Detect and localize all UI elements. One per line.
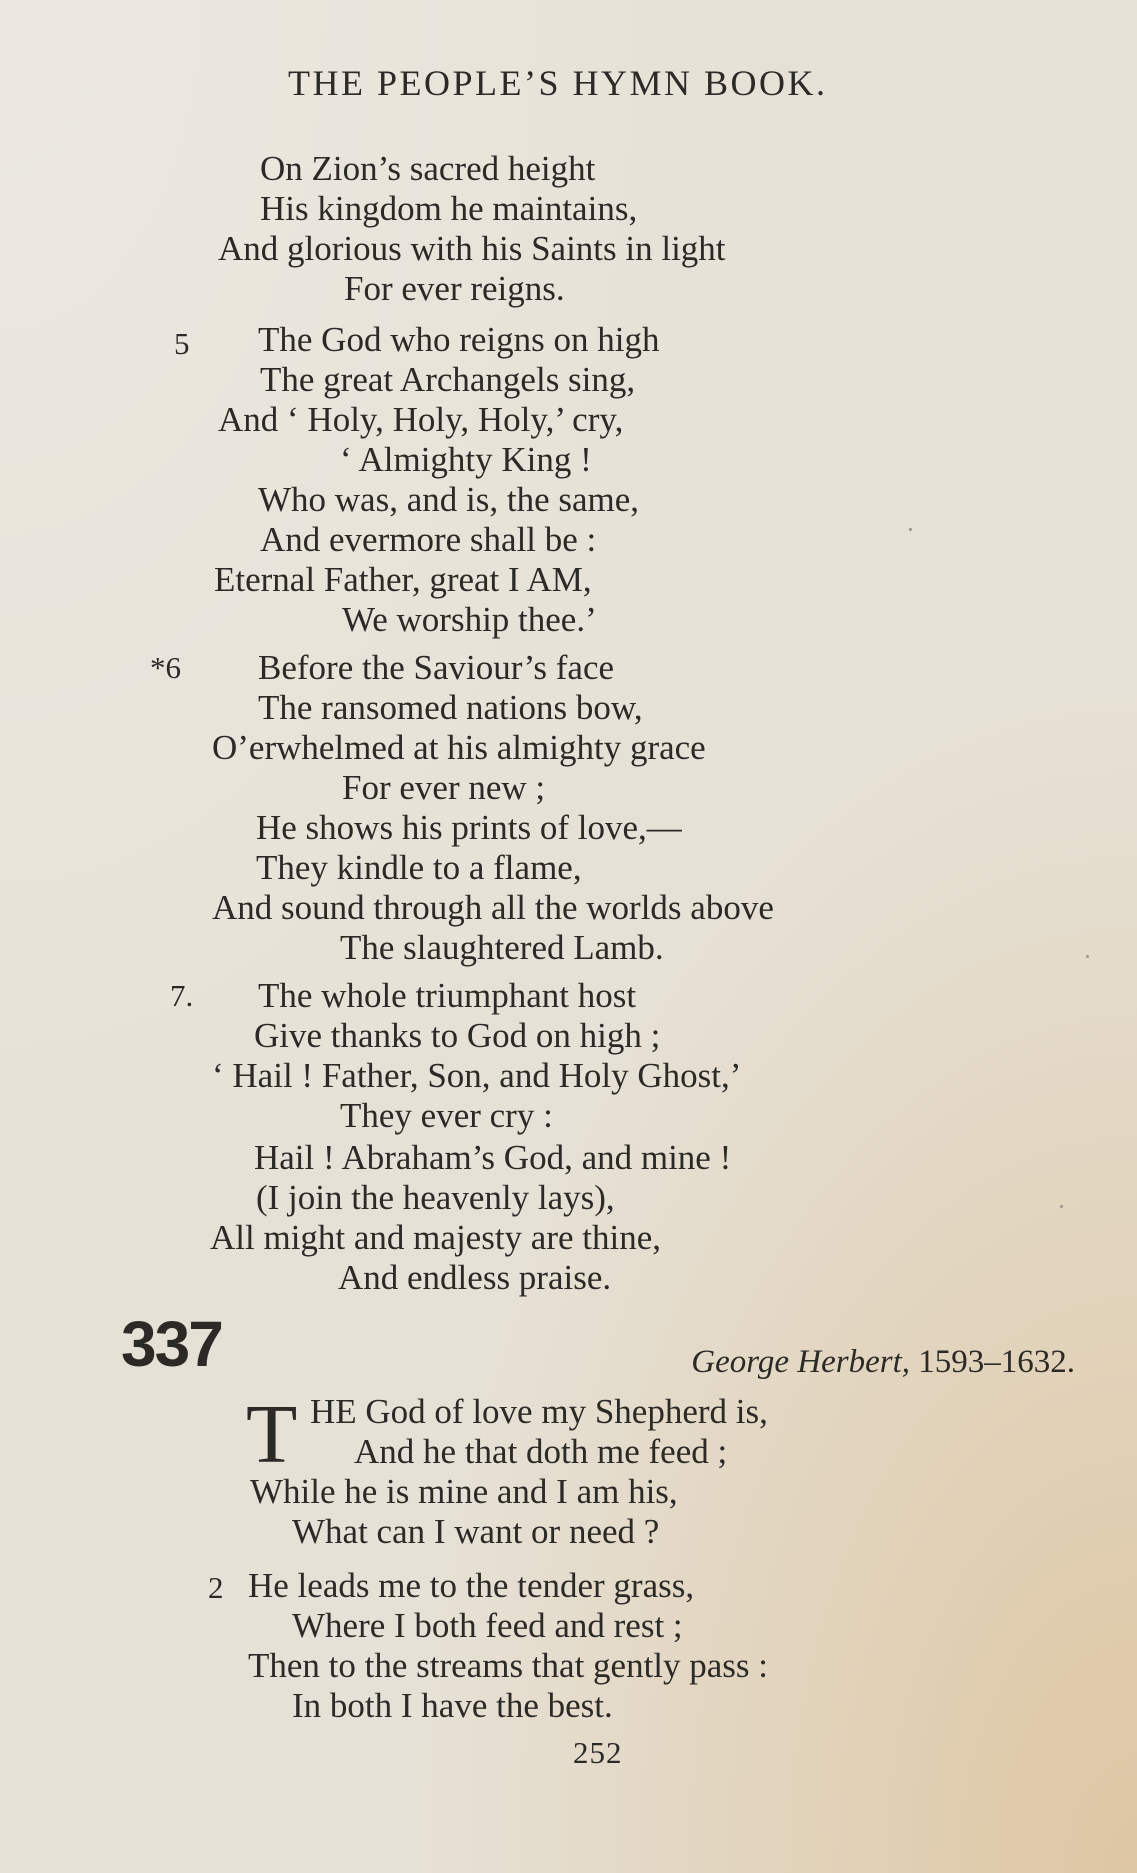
- verse-line: And glorious with his Saints in light: [218, 229, 726, 268]
- verse-line: Before the Saviour’s face: [258, 648, 615, 687]
- hymn-author: [691, 1344, 1075, 1381]
- verse-line: What can I want or need ?: [292, 1512, 660, 1551]
- verse-line: Hail ! Abraham’s God, and mine !: [254, 1138, 732, 1177]
- verse-line: The whole triumphant host: [258, 976, 637, 1015]
- verse-line: They ever cry :: [340, 1096, 553, 1135]
- verse-line: The great Archangels sing,: [260, 360, 636, 399]
- verse-line: Who was, and is, the same,: [258, 480, 640, 519]
- verse-line: And sound through all the worlds above: [212, 888, 774, 927]
- stanza-number: *6: [150, 650, 181, 685]
- verse-line: He leads me to the tender grass,: [248, 1566, 695, 1605]
- stanza-number: 7.: [170, 978, 194, 1013]
- verse-line: O’erwhelmed at his almighty grace: [212, 728, 706, 767]
- verse-line: Then to the streams that gently pass :: [248, 1646, 769, 1685]
- verse-line: On Zion’s sacred height: [260, 149, 596, 188]
- verse-line: And endless praise.: [338, 1258, 612, 1297]
- paper-speck: [1060, 1205, 1063, 1208]
- drop-cap: T: [246, 1388, 298, 1481]
- verse-line: They kindle to a flame,: [256, 848, 582, 887]
- verse-line: In both I have the best.: [292, 1686, 613, 1725]
- verse-line: ‘ Hail ! Father, Son, and Holy Ghost,’: [212, 1056, 742, 1095]
- verse-line: For ever new ;: [342, 768, 546, 807]
- verse-line: Eternal Father, great I AM,: [214, 560, 592, 599]
- running-header: THE PEOPLE’S HYMN BOOK.: [288, 63, 828, 103]
- paper-speck: [909, 528, 912, 531]
- verse-line: And evermore shall be :: [260, 520, 597, 559]
- stanza-number: 5: [174, 326, 190, 361]
- verse-line: HE God of love my Shepherd is,: [310, 1392, 768, 1431]
- author-name: George Herbert,: [691, 1344, 910, 1380]
- page-number: 252: [573, 1735, 623, 1770]
- verse-line: We worship thee.’: [342, 600, 597, 639]
- verse-line: And he that doth me feed ;: [354, 1432, 728, 1471]
- verse-line: (I join the heavenly lays),: [256, 1178, 615, 1217]
- verse-line: The ransomed nations bow,: [258, 688, 643, 727]
- verse-line: While he is mine and I am his,: [250, 1472, 678, 1511]
- hymn-number: 337: [121, 1308, 222, 1380]
- author-dates: 1593–1632.: [918, 1344, 1075, 1380]
- verse-line: The slaughtered Lamb.: [340, 928, 664, 967]
- verse-line: Where I both feed and rest ;: [292, 1606, 683, 1645]
- paper-speck: [1086, 955, 1089, 958]
- stanza-number: 2: [208, 1570, 224, 1605]
- verse-line: All might and majesty are thine,: [210, 1218, 662, 1257]
- verse-line: He shows his prints of love,—: [256, 808, 682, 847]
- verse-line: Give thanks to God on high ;: [254, 1016, 661, 1055]
- verse-line: ‘ Almighty King !: [340, 440, 592, 479]
- verse-line: The God who reigns on high: [258, 320, 660, 359]
- verse-line: For ever reigns.: [344, 269, 565, 308]
- verse-line: His kingdom he maintains,: [260, 189, 638, 228]
- verse-line: And ‘ Holy, Holy, Holy,’ cry,: [218, 400, 624, 439]
